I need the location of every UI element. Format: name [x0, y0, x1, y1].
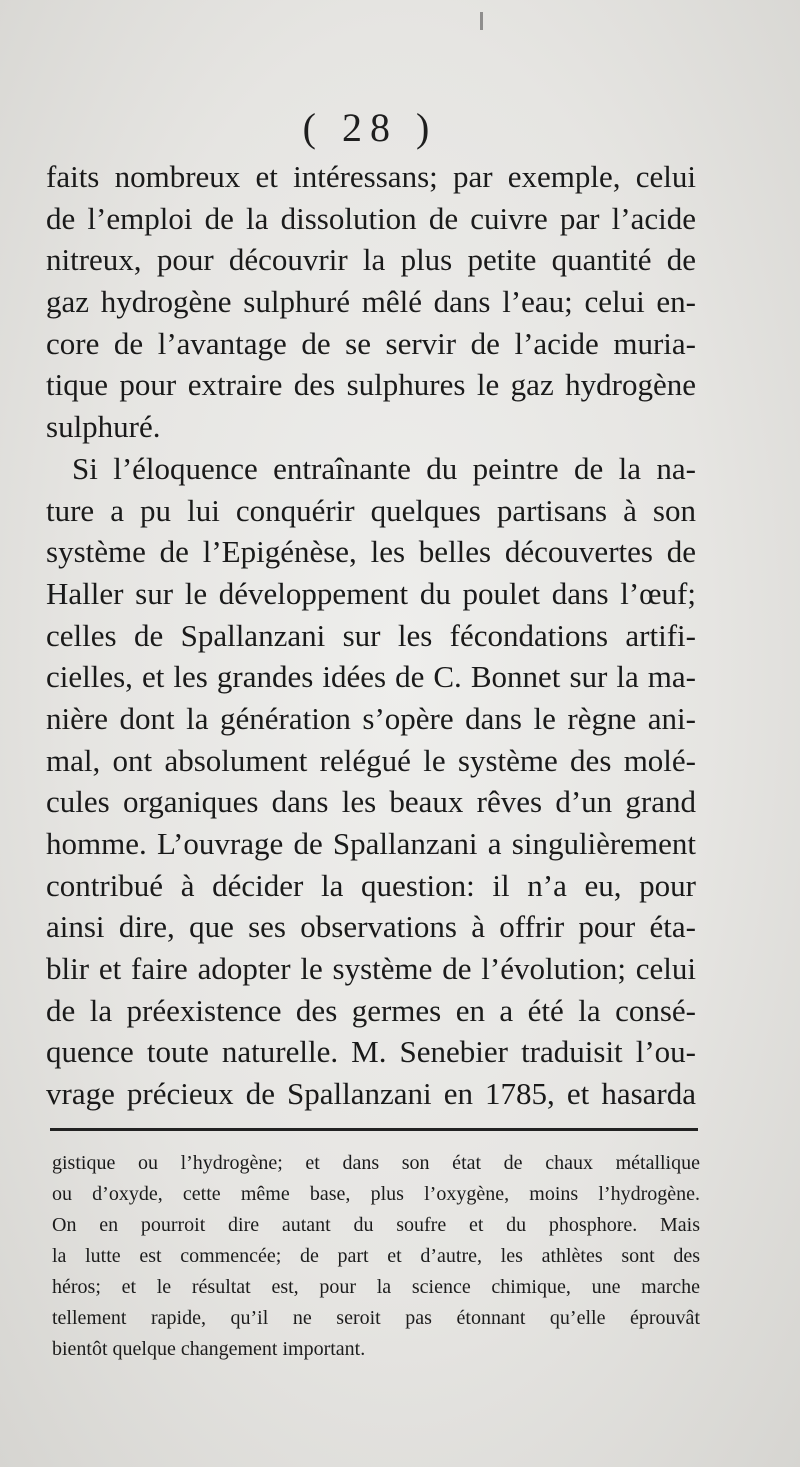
footnote-end-line: bientôt quelque changement important. [52, 1338, 366, 1360]
footnote-line: héros; et le résultat est, pour la science chimique, une marche [52, 1276, 700, 1298]
text-line: blir et faire adopter le système de l’évolution; celui [46, 951, 696, 987]
page-number: ( 28 ) [302, 105, 438, 150]
footnote-line: la lutte est commencée; de part et d’autre, les athlètes sont des [52, 1245, 700, 1267]
text-line: vrage précieux de Spallanzani en 1785, et hasarda [46, 1076, 696, 1112]
text-line: gaz hydrogène sulphuré mêlé dans l’eau; celui en- [46, 284, 696, 320]
paragraph-end-line: sulphuré. [46, 409, 161, 445]
text-line: ture a pu lui conquérir quelques partisans à son [46, 492, 696, 528]
main-text-block [46, 156, 696, 1115]
text-line: cielles, et les grandes idées de C. Bonnet sur la ma- [46, 659, 696, 695]
text-line: contribué à décider la question: il n’a eu, pour [46, 867, 696, 903]
page-edge-mark [480, 12, 483, 30]
footnote-divider [50, 1128, 698, 1131]
text-line: faits nombreux et intéressans; par exemple, celui [46, 159, 696, 194]
footnote-line: ou d’oxyde, cette même base, plus l’oxygène, moins l’hydrogène. [52, 1183, 700, 1205]
text-line: de l’emploi de la dissolution de cuivre par l’acide [46, 200, 696, 236]
text-line: Haller sur le développement du poulet dans l’œuf; [46, 575, 696, 611]
footnote-line: On en pourroit dire autant du soufre et du phosphore. Mais [52, 1214, 700, 1236]
text-line: ainsi dire, que ses observations à offrir pour éta- [46, 909, 696, 945]
text-line: homme. L’ouvrage de Spallanzani a singulièrement [46, 826, 696, 861]
text-line: tique pour extraire des sulphures le gaz hydrogène [46, 367, 696, 403]
text-line: celles de Spallanzani sur les fécondations artifi- [46, 617, 696, 653]
text-line: mal, ont absolument relégué le système des molé- [46, 742, 696, 778]
text-line: nitreux, pour découvrir la plus petite quantité de [46, 242, 696, 278]
text-line: nière dont la génération s’opère dans le règne ani- [46, 700, 696, 736]
text-line: système de l’Epigénèse, les belles découvertes de [46, 534, 696, 570]
text-line: core de l’avantage de se servir de l’acide muria- [46, 325, 696, 361]
paragraph-start-line: Si l’éloquence entraînante du peintre de la na- [72, 450, 696, 486]
footnote-line: tellement rapide, qu’il ne seroit pas étonnant qu’elle éprouvât [52, 1307, 700, 1329]
footnote-block [52, 1148, 700, 1365]
footnote-line: gistique ou l’hydrogène; et dans son état de chaux métallique [52, 1152, 700, 1174]
text-line: cules organiques dans les beaux rêves d’un grand [46, 784, 696, 820]
text-line: quence toute naturelle. M. Senebier traduisit l’ou- [46, 1034, 696, 1070]
text-line: de la préexistence des germes en a été la consé- [46, 992, 696, 1028]
